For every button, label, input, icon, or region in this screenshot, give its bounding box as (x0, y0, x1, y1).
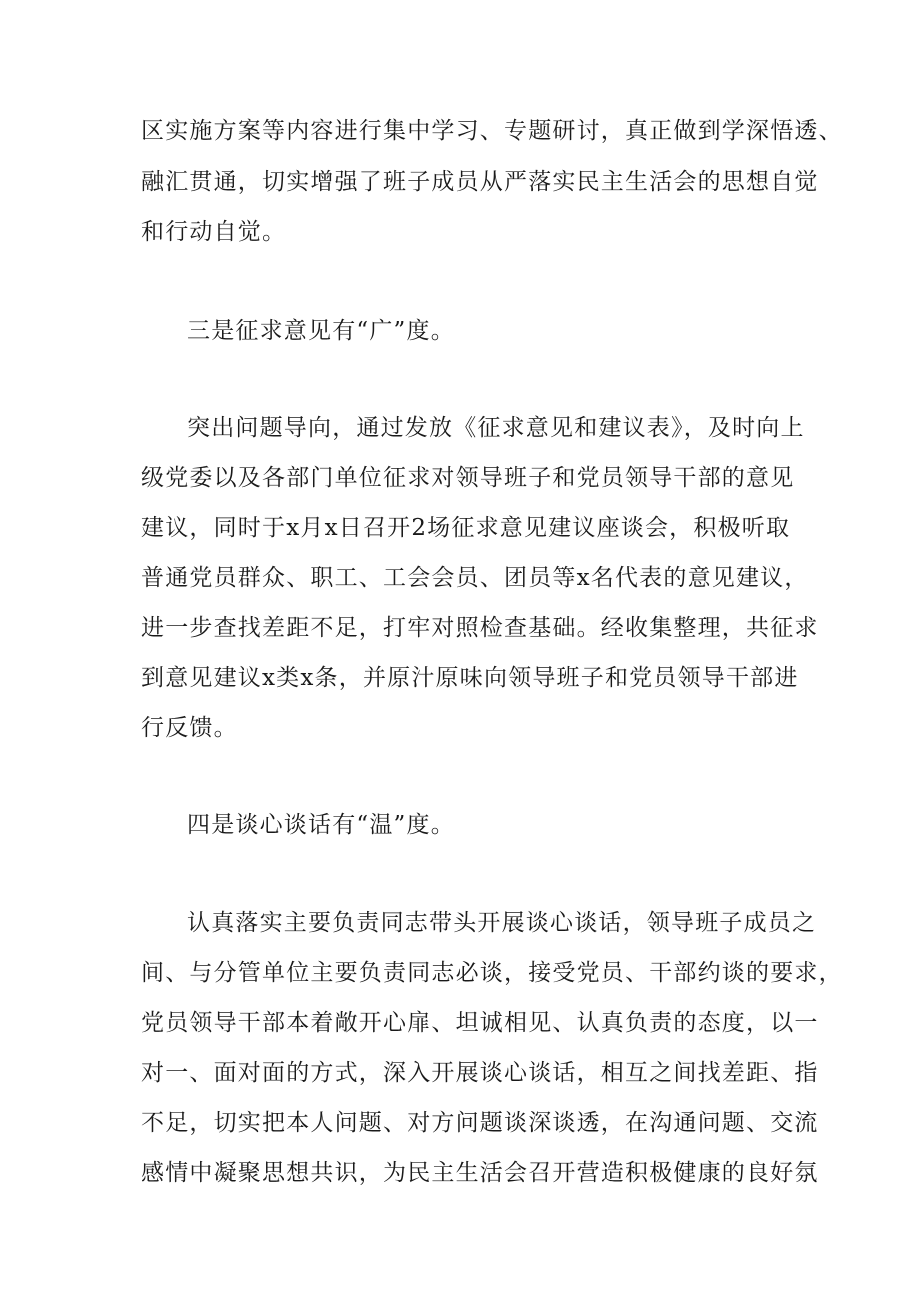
section-heading-3: 三是征求意见有“广”度。 (187, 318, 455, 344)
paragraph-1-line-1: 区实施方案等内容进行集中学习、专题研讨，真正做到学深悟透、 (141, 118, 843, 144)
section-heading-4: 四是谈心谈话有“温”度。 (187, 812, 455, 838)
paragraph-1-line-3: 和行动自觉。 (141, 219, 287, 245)
paragraph-2-line-2: 级党委以及各部门单位征求对领导班子和党员领导干部的意见 (141, 465, 795, 491)
paragraph-3-line-1: 认真落实主要负责同志带头开展谈心谈话，领导班子成员之 (187, 910, 817, 936)
paragraph-2-line-6: 到意见建议x类x条，并原汁原味向领导班子和党员领导干部进 (141, 665, 799, 691)
paragraph-2-line-3: 建议，同时于x月x日召开2场征求意见建议座谈会，积极听取 (141, 515, 791, 541)
paragraph-3-line-5: 不足，切实把本人问题、对方问题谈深谈透，在沟通问题、交流 (141, 1110, 819, 1136)
paragraph-2-line-7: 行反馈。 (141, 715, 238, 741)
paragraph-1-line-2: 融汇贯通，切实增强了班子成员从严落实民主生活会的思想自觉 (141, 169, 819, 195)
paragraph-3-line-6: 感情中凝聚思想共识，为民主生活会召开营造积极健康的良好氛 (141, 1160, 819, 1186)
paragraph-2-line-5: 进一步查找差距不足，打牢对照检查基础。经收集整理，共征求 (141, 615, 819, 641)
paragraph-2-line-1: 突出问题导向，通过发放《征求意见和建议表》，及时向上 (187, 415, 805, 441)
paragraph-3-line-4: 对一、面对面的方式，深入开展谈心谈话，相互之间找差距、指 (141, 1060, 819, 1086)
paragraph-3-line-2: 间、与分管单位主要负责同志必谈，接受党员、干部约谈的要求， (141, 960, 843, 986)
paragraph-2-line-4: 普通党员群众、职工、工会会员、团员等x名代表的意见建议， (141, 565, 809, 591)
paragraph-3-line-3: 党员领导干部本着敞开心扉、坦诚相见、认真负责的态度，以一 (141, 1010, 819, 1036)
